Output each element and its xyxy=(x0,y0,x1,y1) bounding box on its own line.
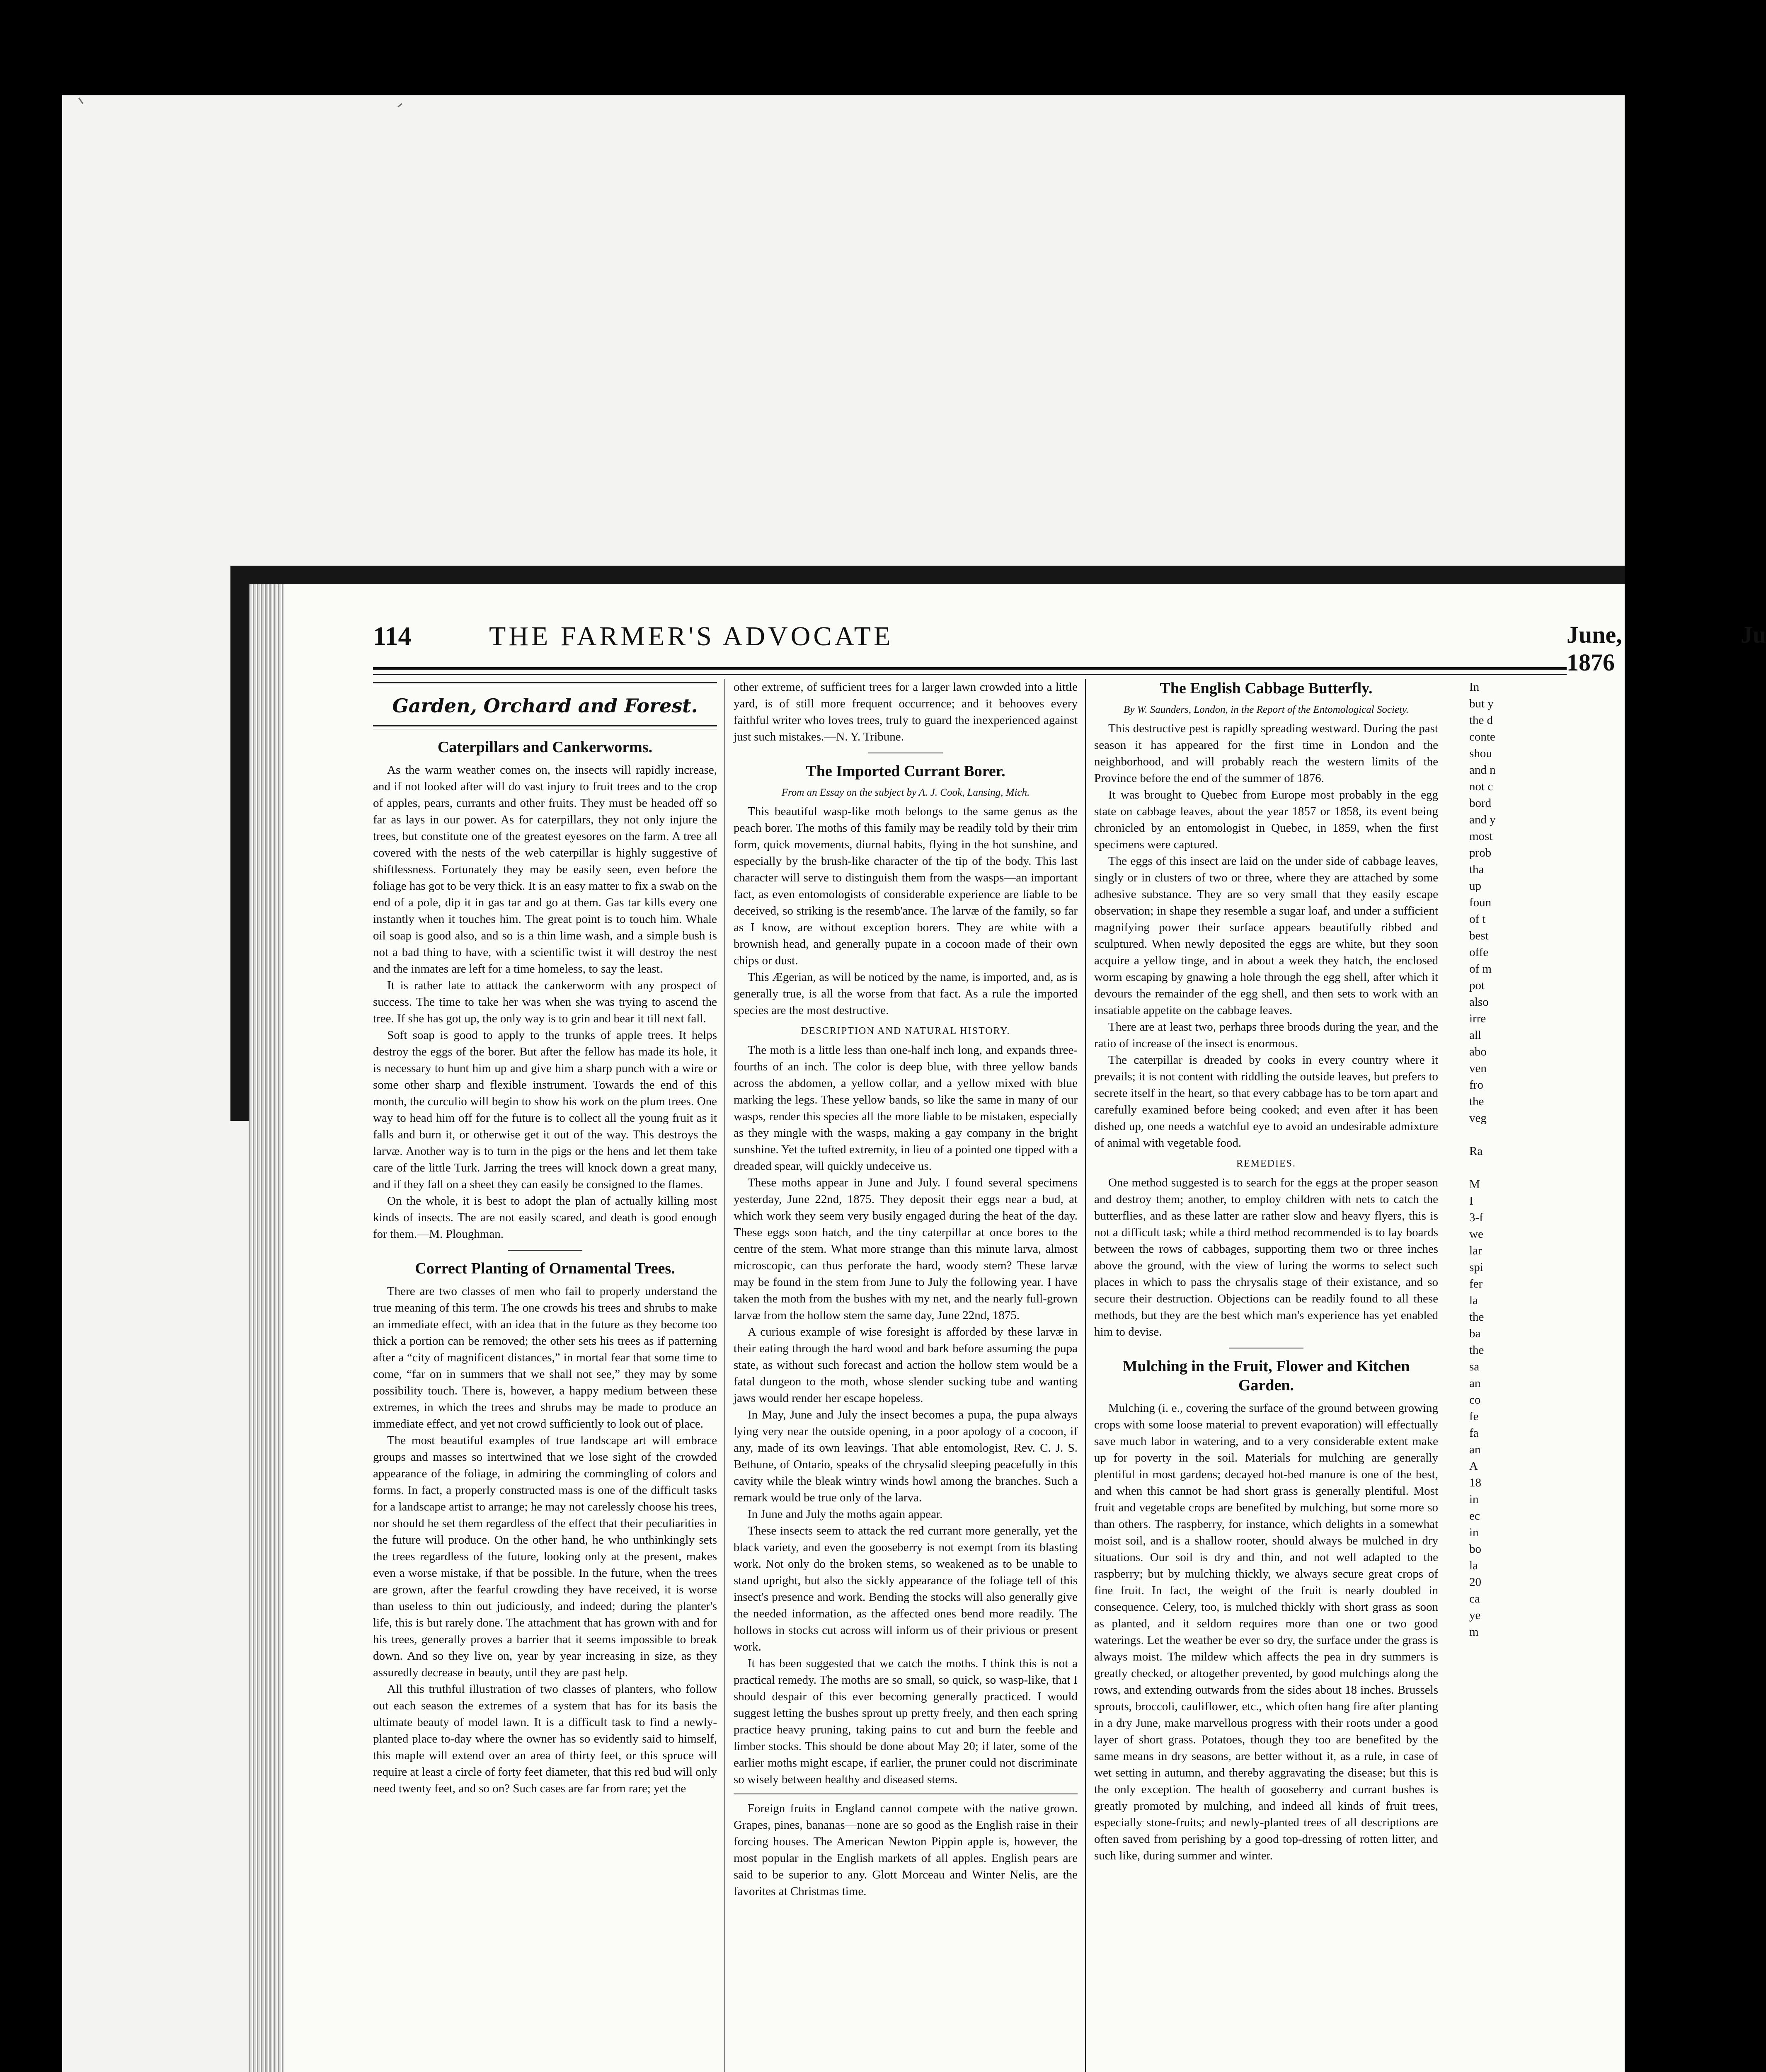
facing-page-line-fragment: the d xyxy=(1469,714,1493,727)
article-title-currant-borer: The Imported Currant Borer. xyxy=(806,762,1005,780)
facing-page-line-fragment: in xyxy=(1469,1493,1479,1506)
article-byline: From an Essay on the subject by A. J. Cook, Lansing, Mich. xyxy=(781,787,1030,798)
article-paragraph: A curious example of wise foresight is afforded by these larvæ in their eating through the hard wood and bark before assuming the pupa state, as without such forecast and action the hollow stem would be a fatal dungeon to the moth, whose slender sucking tube and wanting jaws would render her escape hopeless. xyxy=(734,1325,1078,1405)
article-subheading: REMEDIES. xyxy=(1236,1158,1296,1169)
article-paragraph: These moths appear in June and July. I found several specimens yesterday, June 22nd, 1875. They deposit their eggs near a bud, at which work they seem very busily engaged during the heat of the day. These eggs soon hatch, and the tiny caterpillar at once bores to the centre of the stem. What more strange than this minute larva, almost microscopic, can thus perforate the hard, woody stem? These larvæ may be found in the stem from June to July the following year. I have taken the moth from the bushes with my net, and the nearly full-grown larvæ from the hollow stem the same day, June 22nd, 1875. xyxy=(734,1176,1078,1322)
header-rule xyxy=(373,667,1567,675)
section-rule xyxy=(373,725,717,729)
article-paragraph: On the whole, it is best to adopt the plan of actually killing most kinds of insects. The are not easily scared, and death is good enough for them.—M. Ploughman. xyxy=(373,1194,717,1241)
dust-mark xyxy=(398,104,402,107)
article-paragraph: The moth is a little less than one-half inch long, and expands three-fourths of an inch. The color is deep blue, with three yellow bands across the abdomen, a yellow collar, and a yellow mixed with blue marking the legs. These yellow bands, so like the same in many of our wasps, render this species all the more liable to be mistaken, especially as they mingle with the wasps, making a gay company in the bright sunshine. Yet the tufted extremity, in lieu of a pointed one tipped with a dreaded spear, will quickly undeceive us. xyxy=(734,1043,1078,1173)
facing-page-line-fragment: an xyxy=(1469,1377,1481,1390)
facing-page-strip xyxy=(1469,679,1643,2072)
facing-page-line-fragment: A xyxy=(1469,1460,1478,1473)
facing-page-line-fragment: In xyxy=(1469,680,1480,694)
article-paragraph: The eggs of this insect are laid on the under side of cabbage leaves, singly or in clusters of two or three, where they are attached by some adhesive substance. They are so very small that they easily escape observation; in shape they resemble a sugar loaf, and under a sufficient magnifying power their surface appears beautifully ribbed and sculptured. When newly deposited the eggs are white, but they soon acquire a yellow tinge, and in about a week they hatch, the enclosed worm escaping by gnawing a hole through the egg shell, after which it devours the remainder of the egg shell, and then sets to work with an insatiable appetite on the cabbage leaves. xyxy=(1094,854,1438,1017)
facing-page-line-fragment: of t xyxy=(1469,913,1486,926)
facing-page-line-fragment: fe xyxy=(1469,1410,1479,1423)
facing-page-line-fragment: ec xyxy=(1469,1509,1480,1523)
facing-page-line-fragment: all xyxy=(1469,1029,1481,1042)
article-paragraph: It has been suggested that we catch the moths. I think this is not a practical remedy. The moths are so small, so quick, so wasp-like, that I should despair of this ever becoming generally practiced. I would suggest letting the bushes sprout up pretty freely, and then each spring practice heavy pruning, taking pains to cut and burn the feeble and limber stocks. This should be done about May 20; if later, some of the earlier moths might escape, if earlier, the pruner could not discriminate so wisely between healthy and diseased stems. xyxy=(734,1657,1078,1786)
facing-page-line-fragment: ven xyxy=(1469,1062,1487,1075)
dust-mark xyxy=(79,98,83,104)
article-title-caterpillars: Caterpillars and Cankerworms. xyxy=(437,738,653,756)
facing-page-line-fragment: bo xyxy=(1469,1542,1481,1556)
article-paragraph: Mulching (i. e., covering the surface of the ground between growing crops with some loose material to prevent evaporation) will effectually save much labor in watering, and to a very considerable extent make up for poverty in the soil. Materials for mulching are generally plentiful in most gardens; decayed hot-bed manure is one of the best, and when this cannot be had short grass is generally plentiful. Most fruit and vegetable crops are benefited by mulching, but some more so than others. The raspberry, for instance, which delights in a somewhat moist soil, and is a shallow rooter, should always be mulched in dry situations. Our soil is dry and thin, and not well adapted to the raspberry; but by mulching thickly, we always secure great crops of fine fruit. In fact, the weight of the fruit is nearly doubled in consequence. Celery, too, is mulched thickly with short grass as soon as planted, and it seldom requires more than one or two good waterings. Let the weather be ever so dry, the surface under the grass is always moist. The mildew which affects the pea in dry summers is greatly checked, or altogether prevented, by good mulchings along the rows, and extending outwards from the sides about 18 inches. Brussels sprouts, broccoli, cauliflower, etc., which often hang fire after planting in a dry June, make marvellous progress with their roots under a good layer of short grass. Potatoes, though they too are benefited by the same means in dry seasons, are better without it, as a rule, in case of wet setting in autumn, and thereby aggravating the disease; but this is the only exception. The health of gooseberry and currant bushes is greatly promoted by mulching, and indeed all kinds of fruit trees, especially stone-fruits; and newly-planted trees of all descriptions are often saved from perishing by a good top-dressing of rotten litter, and such like, during summer and winter. xyxy=(1094,1402,1438,1862)
article-subheading: DESCRIPTION AND NATURAL HISTORY. xyxy=(801,1026,1010,1036)
facing-page-line-fragment: offe xyxy=(1469,946,1489,959)
facing-page-line-fragment: tha xyxy=(1469,863,1484,876)
facing-page-line-fragment: best xyxy=(1469,929,1489,942)
article-paragraph: It was brought to Quebec from Europe most probably in the egg state on cabbage leaves, about the year 1857 or 1858, its event being chronicled by an entomologist in Quebec, in 1859, when the first specimens were captured. xyxy=(1094,788,1438,851)
facing-page-line-fragment: and n xyxy=(1469,763,1496,777)
facing-page-line-fragment: fro xyxy=(1469,1078,1483,1092)
article-paragraph: It is rather late to atttack the cankerworm with any prospect of success. The time to take her was when she was trying to ascend the tree. If she has got up, the only way is to grin and bear it till next fall. xyxy=(373,979,717,1025)
next-page-header-fragment: Ju xyxy=(1741,621,1766,648)
article-paragraph: There are two classes of men who fail to properly understand the true meaning of this term. The one crowds his trees and shrubs to make an immediate effect, with an idea that in the future as they become too thick a portion can be removed; the other sets his trees as if patterning after a “city of magnificent distances,” in mortal fear that some time to come, “far on in summers that we shall not see,” they may by some possibility touch. There is, however, a happy medium between these extremes, in which the trees and shrubs may be made to produce an immediate effect, and yet not crowd sufficiently to look out of place. xyxy=(373,1285,717,1431)
page-number: 114 xyxy=(373,621,412,651)
article-paragraph: This destructive pest is rapidly spreading westward. During the past season it has appeared for the first time in London and the neighborhood, and will probably reach the western limits of the Province before the end of the summer of 1876. xyxy=(1094,722,1438,785)
page-content xyxy=(373,621,1766,2072)
article-paragraph: All this truthful illustration of two classes of planters, who follow out each season the extremes of a system that has for its basis the ultimate beauty of model lawn. It is a difficult task to find a newly-planted place to-day where the owner has so evidently said to himself, this maple will extend over an area of thirty feet, or this spruce will require at least a circle of forty feet diameter, that this red bud will only need twenty feet, and so on? Such cases are far from rare; yet the xyxy=(373,1682,717,1795)
facing-page-line-fragment: bord xyxy=(1469,796,1492,810)
article-paragraph: This beautiful wasp-like moth belongs to the same genus as the peach borer. The moths of this family may be readily told by their trim form, quick movements, diurnal habits, flying in the hot sunshine, and especially by the brush-like character of the tip of the body. This last character will serve to distinguish them from the wasps—an important fact, as even entomologists of considerable experience are liable to be deceived, so striking is the resemb'ance. The larvæ of the family, so far as I know, are without exception borers. They are white with a brownish head, and generally pupate in a cocoon made of their own chips or dust. xyxy=(734,805,1078,967)
facing-page-line-fragment: pot xyxy=(1469,979,1485,992)
newspaper-page xyxy=(249,584,1766,2072)
article-paragraph: In June and July the moths again appear. xyxy=(748,1508,943,1521)
column-rule xyxy=(1085,679,1086,2072)
facing-page-line-fragment: foun xyxy=(1469,896,1492,909)
facing-page-line-fragment: Ra xyxy=(1469,1145,1483,1158)
section-rule xyxy=(373,682,717,686)
facing-page-line-fragment: in xyxy=(1469,1526,1479,1539)
facing-page-line-fragment: lar xyxy=(1469,1244,1482,1257)
facing-page-line-fragment: conte xyxy=(1469,730,1495,743)
facing-page-line-fragment: abo xyxy=(1469,1045,1487,1058)
facing-page-line-fragment: up xyxy=(1469,879,1481,893)
facing-page-line-fragment: but y xyxy=(1469,697,1494,710)
article-title-ornamental-trees: Correct Planting of Ornamental Trees. xyxy=(415,1260,675,1277)
article-paragraph: This Ægerian, as will be noticed by the name, is imported, and, as is generally true, is all the worse from that fact. As a rule the imported species are the most destructive. xyxy=(734,971,1078,1017)
issue-date: June, 1876 xyxy=(1567,621,1622,676)
article-title-cabbage-butterfly: The English Cabbage Butterfly. xyxy=(1160,680,1373,697)
section-heading: Garden, Orchard and Forest. xyxy=(392,695,698,717)
facing-page-line-fragment: of m xyxy=(1469,962,1492,975)
facing-page-line-fragment: irre xyxy=(1469,1012,1486,1025)
journal-title: THE FARMER'S ADVOCATE xyxy=(489,621,894,651)
facing-page-line-fragment: most xyxy=(1469,830,1493,843)
facing-page-line-fragment: fa xyxy=(1469,1426,1479,1440)
article-byline: By W. Saunders, London, in the Report of the Entomological Society. xyxy=(1124,704,1409,715)
facing-page-line-fragment: co xyxy=(1469,1393,1481,1406)
facing-page-line-fragment: the xyxy=(1469,1310,1484,1324)
facing-page-line-fragment xyxy=(1469,1126,1643,1143)
facing-page-line-fragment: ba xyxy=(1469,1327,1481,1340)
page-gutter xyxy=(249,584,284,2072)
article-paragraph: The caterpillar is dreaded by cooks in every country where it prevails; it is not content with riddling the outside leaves, but prefers to secrete itself in the heart, so that every cabbage has to be torn apart and carefully examined before being cooked; and even after it has been dished up, one needs a watchful eye to avoid an undesirable admixture of animal with vegetable food. xyxy=(1094,1053,1438,1150)
facing-page-line-fragment: fer xyxy=(1469,1277,1483,1290)
article-paragraph: As the warm weather comes on, the insects will rapidly increase, and if not looked after will do vast injury to fruit trees and to the crop of apples, pears, currants and other fruits. They must be headed off so far as lays in our power. As for caterpillars, they not only injure the trees, but constitute one of the greatest eyesores on the farm. A tree all covered with the nests of the web caterpillar is highly suggestive of shiftlessness. Fortunately they may be easily seen, even before the foliage has got to be very thick. It is an easy matter to fix a swab on the end of a pole, dip it in gas tar and go at them. Gas tar kills every one instantly when it touches him. The great point is to touch him. Whale oil soap is good also, and so is a thin lime wash, and a simple bush is not a bad thing to have, with a scientific twist it will destroy the nest and the inmates are left for a time homeless, to say the least. xyxy=(373,763,717,975)
facing-page-line-fragment: also xyxy=(1469,995,1489,1009)
facing-page-line-fragment: spi xyxy=(1469,1261,1483,1274)
article-title-mulching: Mulching in the Fruit, Flower and Kitchen Garden. xyxy=(1122,1358,1410,1394)
facing-page-line-fragment: sa xyxy=(1469,1360,1480,1373)
facing-page-line-fragment: la xyxy=(1469,1559,1478,1572)
column-1 xyxy=(373,679,717,2072)
foreign-fruits-note: Foreign fruits in England cannot compete with the native grown. Grapes, pines, bananas—none are so good as the English raise in their forcing houses. The American Newton Pippin apple is, however, the most popular in the English markets of all apples. English pears are said to be superior to any. Glott Morceau and Winter Nelis, are the favorites at Christmas time. xyxy=(734,1802,1078,1898)
article-paragraph: These insects seem to attack the red currant more generally, yet the black variety, and even the gooseberry is not exempt from its blasting work. Not only do the broken stems, so weakened as to be unable to stand upright, but also the sickly appearance of the foliage tell of this insect's presence and work. Bending the stocks will also generally give the needed information, as the affected ones bend more readily. The hollows in stocks cut across will inform us of their privious or present work. xyxy=(734,1524,1078,1653)
facing-page-line-fragment: veg xyxy=(1469,1111,1487,1125)
article-paragraph: There are at least two, perhaps three broods during the year, and the ratio of increase of the insect is enormous. xyxy=(1094,1020,1438,1050)
column-rule xyxy=(724,679,725,2072)
facing-page-line-fragment: 20 xyxy=(1469,1576,1481,1589)
article-paragraph: Soft soap is good to apply to the trunks of apple trees. It helps destroy the eggs of the borer. But after the fellow has made its hole, it is necessary to hunt him up and give him a sharp punch with a wire or some other sharp and flexible instrument. Towards the end of this month, the curculio will begin to show his work on the plum trees. One way to head him off for the future is to collect all the young fruit as it falls and burn it, or otherwise get it out of the way. This destroys the larvæ. Another way is to turn in the pigs or the hens and let them take care of the little Turk. Jarring the trees will knock down a great many, and if they fall on a sheet they can easily be consigned to the flames. xyxy=(373,1029,717,1191)
facing-page-line-fragment: not c xyxy=(1469,780,1493,793)
column-2 xyxy=(734,679,1078,2072)
facing-page-line-fragment: an xyxy=(1469,1443,1481,1456)
facing-page-line-fragment: la xyxy=(1469,1294,1478,1307)
facing-page-line-fragment: we xyxy=(1469,1227,1483,1241)
facing-page-line-fragment: prob xyxy=(1469,846,1492,859)
facing-page-line-fragment: 3-f xyxy=(1469,1211,1483,1224)
facing-page-line-fragment: M xyxy=(1469,1178,1480,1191)
facing-page-line-fragment: 18 xyxy=(1469,1476,1481,1489)
facing-page-line-fragment xyxy=(1469,1159,1643,1176)
facing-page-line-fragment: ye xyxy=(1469,1609,1481,1622)
facing-page-line-fragment: the xyxy=(1469,1343,1484,1357)
facing-page-line-fragment: and y xyxy=(1469,813,1496,826)
continued-paragraph: other extreme, of sufficient trees for a larger lawn crowded into a little yard, is of still more frequent occurrence; and it behooves every faithful writer who loves trees, truly to guard the inexperienced against just such mistakes.—N. Y. Tribune. xyxy=(734,680,1078,743)
facing-page-line-fragment: I xyxy=(1469,1194,1473,1208)
article-separator xyxy=(508,1250,582,1251)
facing-page-line-fragment: the xyxy=(1469,1095,1484,1108)
article-paragraph: One method suggested is to search for the eggs at the proper season and destroy them; another, to employ children with nets to catch the butterflies, and as these latter are rather slow and heavy flyers, this is not a difficult task; while a third method recommended is to lay boards between the rows of cabbages, supporting them two or three inches above the ground, with the view of luring the worms to select such places in which to pass the chrysalis stage of their existance, and so secure their destruction. Objections can be readily found to all these methods, but they are the best which man's experience has yet enabled him to devise. xyxy=(1094,1176,1438,1339)
column-3 xyxy=(1094,679,1438,2072)
facing-page-line-fragment: m xyxy=(1469,1625,1479,1639)
article-paragraph: The most beautiful examples of true landscape art will embrace groups and masses so intertwined that we lose sight of the crowded appearance of the foliage, in admiring the commingling of colors and forms. In fact, a properly constructed mass is one of the difficult tasks for a landscape artist to arrange; he may not carelessly choose his trees, nor should he set them regardless of the effect that their peculiarities in the future will produce. On the other hand, he who unthinkingly sets the trees regardless of the future, looking only at the present, makes even a worse mistake, if that be possible. In the future, when the trees are grown, after the fearful crowding they have received, it is worse than useless to thin out judiciously, and indeed; during the planter's life, this is but rarely done. The attachment that has grown with and for his trees, generally proves a barrier that it seems impossible to break down. And so they live on, year by year increasing in size, as they assuredly decrease in beauty, until they are past help. xyxy=(373,1434,717,1679)
facing-page-line-fragment: shou xyxy=(1469,747,1492,760)
article-paragraph: In May, June and July the insect becomes a pupa, the pupa always lying very near the outside opening, in a poor apology of a cocoon, if any, made of its own leavings. That able entomologist, Rev. C. J. S. Bethune, of Ontario, speaks of the chrysalid sleeping peacefully in this cavity while the bleak wintry winds howl among the branches. Such a remark would be true only of the larva. xyxy=(734,1408,1078,1504)
facing-page-line-fragment: ca xyxy=(1469,1592,1480,1605)
